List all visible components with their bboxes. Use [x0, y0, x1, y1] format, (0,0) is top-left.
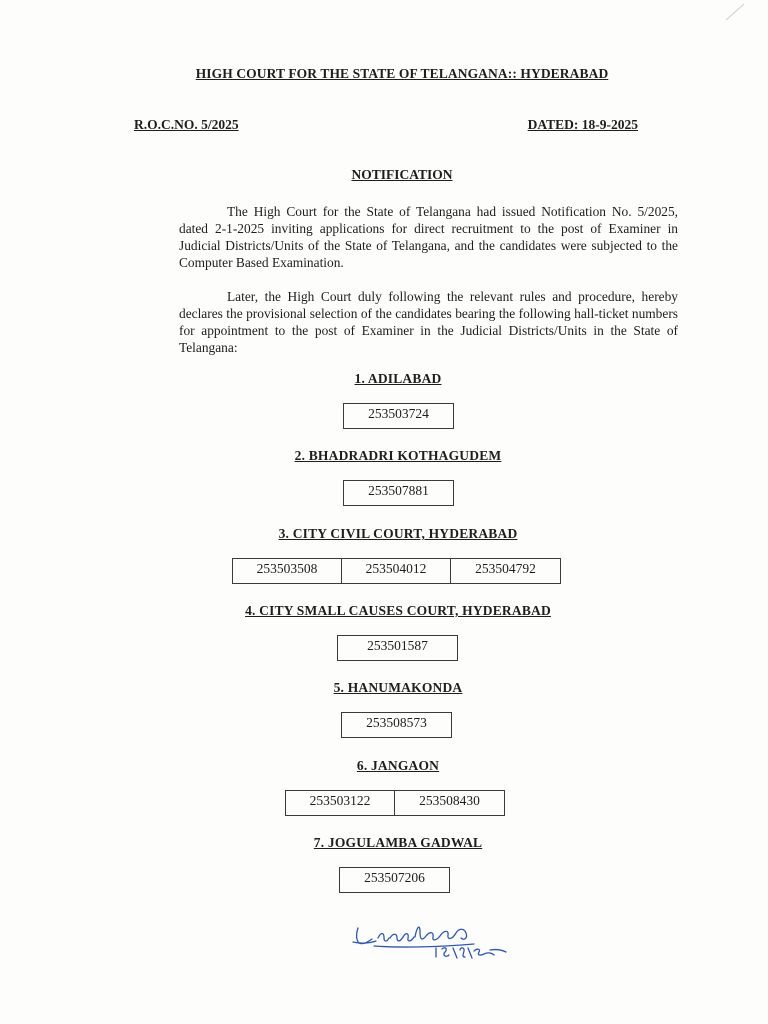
- roc-number: R.O.C.NO. 5/2025: [134, 117, 239, 132]
- district-heading: 2. BHADRADRI KOTHAGUDEM: [294, 448, 502, 463]
- hall-ticket-number: 253503508: [233, 559, 342, 583]
- notification-heading: NOTIFICATION: [351, 167, 453, 182]
- hall-ticket-number: 253507206: [364, 870, 425, 885]
- hall-ticket-table: [343, 403, 454, 429]
- hall-ticket-table: [341, 712, 452, 738]
- handwritten-signature: [350, 918, 520, 960]
- hall-ticket-table: [343, 480, 454, 506]
- court-title: HIGH COURT FOR THE STATE OF TELANGANA:: HYDERABAD: [195, 66, 609, 81]
- hall-ticket-table: [339, 867, 450, 893]
- hall-ticket-number: 253508430: [419, 793, 480, 808]
- hall-ticket-number: 253503724: [368, 406, 429, 421]
- district-heading: 4. CITY SMALL CAUSES COURT, HYDERABAD: [245, 603, 551, 618]
- district-heading: 6. JANGAON: [356, 758, 440, 773]
- hall-ticket-number: 253501587: [367, 638, 428, 653]
- hall-ticket-table: [285, 790, 505, 816]
- hall-ticket-table: [232, 558, 561, 584]
- hall-ticket-number: 253508573: [366, 715, 427, 730]
- district-heading: 1. ADILABAD: [354, 371, 442, 386]
- reference-row: [134, 117, 638, 133]
- hall-ticket-number: 253507881: [368, 483, 429, 498]
- corner-pen-mark: [718, 0, 768, 22]
- district-heading: 3. CITY CIVIL COURT, HYDERABAD: [278, 526, 518, 541]
- district-heading: 5. HANUMAKONDA: [333, 680, 463, 695]
- paragraph-declaration: Later, the High Court duly following the relevant rules and procedure, hereby declares the provisional selection of the candidates bearing the following hall-ticket numbers for appointment to the post of Examiner in the Judicial Districts/Units in the State of Telangana:: [179, 289, 678, 355]
- hall-ticket-number: 253504792: [475, 561, 536, 576]
- district-heading: 7. JOGULAMBA GADWAL: [313, 835, 483, 850]
- hall-ticket-number: 253503122: [286, 791, 395, 815]
- hall-ticket-table: [337, 635, 458, 661]
- hall-ticket-number: 253504012: [342, 559, 451, 583]
- paragraph-intro: The High Court for the State of Telangana had issued Notification No. 5/2025, dated 2-1-2025 inviting applications for direct recruitment to the post of Examiner in Judicial Districts/Units of the State of Telangana, and the candidates were subjected to the Computer Based Examination.: [179, 204, 678, 270]
- notification-date: DATED: 18-9-2025: [527, 117, 638, 132]
